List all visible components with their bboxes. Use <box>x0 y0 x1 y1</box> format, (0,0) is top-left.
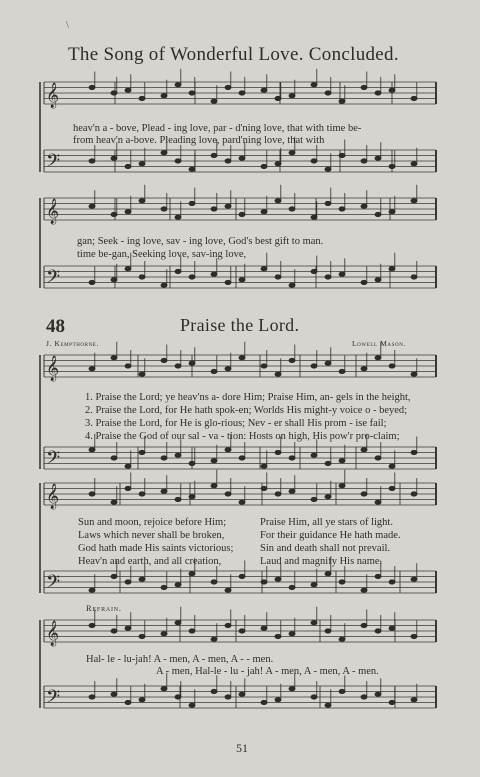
note-head <box>261 464 267 468</box>
note-head <box>161 456 167 460</box>
note-head <box>125 580 131 584</box>
note-head <box>239 356 245 360</box>
note-head <box>125 164 131 168</box>
verse-line: For their guidance He hath made. <box>260 530 401 541</box>
note-head <box>261 486 267 490</box>
note-head <box>161 632 167 636</box>
lyric-line: gan; Seek - ing love, sav - ing love, God's best gift to man. <box>77 236 324 247</box>
verse-line: Praise Him, all ye stars of light. <box>260 517 393 528</box>
note-head <box>361 623 367 627</box>
note-head <box>225 367 231 371</box>
note-head <box>111 156 117 160</box>
note-head <box>225 204 231 208</box>
verse-line: 2. Praise the Lord, for He hath spok-en; Worlds His might-y voice o - beyed; <box>85 405 408 416</box>
note-head <box>311 364 317 368</box>
note-head <box>339 153 345 157</box>
note-head <box>289 283 295 287</box>
note-head <box>325 629 331 633</box>
note-head <box>261 626 267 630</box>
note-head <box>211 207 217 211</box>
note-head <box>361 492 367 496</box>
note-head <box>275 275 281 279</box>
note-head <box>89 367 95 371</box>
lyric-line: heav'n a - bove, Plead - ing love, par - d'ning love, that with time be- <box>73 123 362 134</box>
hymn-number: 48 <box>46 316 65 337</box>
note-head <box>175 215 181 219</box>
treble-clef-icon: 𝄞 <box>46 199 60 224</box>
note-head <box>211 153 217 157</box>
note-head <box>189 167 195 171</box>
note-head <box>339 99 345 103</box>
note-head <box>289 687 295 691</box>
note-head <box>275 577 281 581</box>
note-head <box>111 692 117 696</box>
note-head <box>189 361 195 365</box>
note-head <box>125 464 131 468</box>
note-head <box>411 162 417 166</box>
note-head <box>239 91 245 95</box>
bass-clef-icon: 𝄢 <box>46 572 61 597</box>
note-head <box>225 280 231 284</box>
note-head <box>261 580 267 584</box>
note-head <box>289 151 295 155</box>
note-head <box>125 626 131 630</box>
note-head <box>261 210 267 214</box>
verse-line: Sun and moon, rejoice before Him; <box>78 517 227 528</box>
note-head <box>211 369 217 373</box>
lyric-line: time be-gan, Seeking love, sav-ing love, <box>77 249 247 260</box>
note-head <box>289 585 295 589</box>
note-head <box>175 159 181 163</box>
note-head <box>411 275 417 279</box>
note-head <box>139 492 145 496</box>
note-head <box>289 489 295 493</box>
note-head <box>325 167 331 171</box>
note-head <box>311 695 317 699</box>
note-head <box>389 267 395 271</box>
note-head <box>189 461 195 465</box>
note-head <box>325 275 331 279</box>
author-credit: J. Kempthorne. <box>46 339 99 348</box>
note-head <box>125 88 131 92</box>
note-head <box>161 207 167 211</box>
note-head <box>325 91 331 95</box>
note-head <box>289 207 295 211</box>
note-head <box>139 450 145 454</box>
note-head <box>89 85 95 89</box>
note-head <box>89 204 95 208</box>
note-head <box>89 448 95 452</box>
note-head <box>111 212 117 216</box>
note-head <box>211 459 217 463</box>
note-head <box>375 91 381 95</box>
note-head <box>261 700 267 704</box>
note-head <box>111 629 117 633</box>
note-head <box>139 162 145 166</box>
note-head <box>261 267 267 271</box>
note-head <box>89 588 95 592</box>
note-head <box>339 272 345 276</box>
note-head <box>225 623 231 627</box>
note-head <box>411 450 417 454</box>
note-head <box>125 210 131 214</box>
note-head <box>161 94 167 98</box>
note-head <box>389 164 395 168</box>
note-head <box>89 695 95 699</box>
note-head <box>325 201 331 205</box>
note-head <box>361 280 367 284</box>
note-head <box>225 492 231 496</box>
note-head <box>325 361 331 365</box>
treble-clef-icon: 𝄞 <box>46 356 60 381</box>
note-head <box>111 574 117 578</box>
note-head <box>389 486 395 490</box>
note-head <box>125 700 131 704</box>
treble-clef-icon: 𝄞 <box>46 621 60 646</box>
note-head <box>411 698 417 702</box>
note-head <box>125 364 131 368</box>
note-head <box>339 484 345 488</box>
note-head <box>311 497 317 501</box>
note-head <box>175 695 181 699</box>
note-head <box>325 703 331 707</box>
note-head <box>275 199 281 203</box>
note-head <box>89 623 95 627</box>
note-head <box>311 215 317 219</box>
note-head <box>361 367 367 371</box>
note-head <box>275 372 281 376</box>
note-head <box>139 698 145 702</box>
note-head <box>225 448 231 452</box>
hymn-title: Praise the Lord. <box>180 315 300 335</box>
note-head <box>175 583 181 587</box>
note-head <box>339 637 345 641</box>
verse-line: Heav'n and earth, and all creation, <box>78 556 222 567</box>
note-head <box>375 456 381 460</box>
note-head <box>225 159 231 163</box>
note-head <box>361 159 367 163</box>
note-head <box>375 356 381 360</box>
note-head <box>339 459 345 463</box>
note-head <box>239 574 245 578</box>
treble-clef-icon: 𝄞 <box>46 83 60 108</box>
note-head <box>239 156 245 160</box>
note-head <box>239 212 245 216</box>
bass-clef-icon: 𝄢 <box>46 448 61 473</box>
note-head <box>211 484 217 488</box>
note-head <box>411 96 417 100</box>
note-head <box>239 692 245 696</box>
note-head <box>175 621 181 625</box>
note-head <box>211 99 217 103</box>
note-head <box>189 91 195 95</box>
note-head <box>411 372 417 376</box>
note-head <box>411 634 417 638</box>
note-head <box>189 572 195 576</box>
bass-clef-icon: 𝄢 <box>46 687 61 712</box>
refrain-lyric: Hal- le - lu-jah! A - men, A - men, A - - men. <box>86 654 274 665</box>
note-head <box>389 700 395 704</box>
page-mark: \ <box>66 20 69 31</box>
note-head <box>161 585 167 589</box>
note-head <box>389 88 395 92</box>
bass-clef-icon: 𝄢 <box>46 267 61 292</box>
note-head <box>325 495 331 499</box>
note-head <box>275 634 281 638</box>
note-head <box>189 629 195 633</box>
composer-credit: Lowell Mason. <box>352 339 406 348</box>
note-head <box>375 212 381 216</box>
note-head <box>139 199 145 203</box>
note-head <box>175 269 181 273</box>
note-head <box>375 574 381 578</box>
note-head <box>111 356 117 360</box>
note-head <box>175 453 181 457</box>
note-head <box>411 577 417 581</box>
refrain-lyric: A - men, Hal-le - lu - jah! A - men, A - men, A - men. <box>156 666 379 677</box>
note-head <box>275 698 281 702</box>
note-head <box>325 572 331 576</box>
note-head <box>311 159 317 163</box>
note-head <box>139 275 145 279</box>
note-head <box>125 486 131 490</box>
verse-line: Laws which never shall be broken, <box>78 530 225 541</box>
note-head <box>161 687 167 691</box>
note-head <box>275 450 281 454</box>
note-head <box>275 96 281 100</box>
note-head <box>225 695 231 699</box>
note-head <box>389 580 395 584</box>
note-head <box>111 278 117 282</box>
note-head <box>339 689 345 693</box>
song-title-continued: The Song of Wonderful Love. Concluded. <box>68 44 399 65</box>
note-head <box>139 372 145 376</box>
treble-clef-icon: 𝄞 <box>46 484 60 509</box>
note-head <box>361 448 367 452</box>
note-head <box>139 577 145 581</box>
note-head <box>225 588 231 592</box>
note-head <box>239 629 245 633</box>
note-head <box>311 583 317 587</box>
note-head <box>361 695 367 699</box>
note-head <box>261 88 267 92</box>
note-head <box>389 626 395 630</box>
verse-line: God hath made His saints victorious; <box>78 543 234 554</box>
note-head <box>411 199 417 203</box>
note-head <box>161 283 167 287</box>
note-head <box>139 96 145 100</box>
note-head <box>289 94 295 98</box>
note-head <box>89 280 95 284</box>
note-head <box>139 634 145 638</box>
note-head <box>161 489 167 493</box>
note-head <box>375 278 381 282</box>
note-head <box>211 689 217 693</box>
note-head <box>289 632 295 636</box>
note-head <box>111 91 117 95</box>
note-head <box>275 162 281 166</box>
note-head <box>361 85 367 89</box>
note-head <box>375 156 381 160</box>
note-head <box>211 637 217 641</box>
page-number: 51 <box>236 741 248 755</box>
note-head <box>311 83 317 87</box>
note-head <box>361 588 367 592</box>
note-head <box>339 580 345 584</box>
note-head <box>375 500 381 504</box>
note-head <box>225 85 231 89</box>
note-head <box>275 492 281 496</box>
note-head <box>289 358 295 362</box>
note-head <box>411 492 417 496</box>
note-head <box>239 456 245 460</box>
note-head <box>175 497 181 501</box>
bass-clef-icon: 𝄢 <box>46 151 61 176</box>
verse-line: 4. Praise the God of our sal - va - tion: Hosts on high, His pow'r pro-claim; <box>85 431 400 442</box>
verse-line: 3. Praise the Lord, for He is glo-rious; Nev - er shall His prom - ise fail; <box>85 418 387 429</box>
note-head <box>389 464 395 468</box>
note-head <box>189 495 195 499</box>
note-head <box>311 269 317 273</box>
note-head <box>89 159 95 163</box>
note-head <box>375 692 381 696</box>
refrain-label: Refrain. <box>86 603 122 613</box>
note-head <box>261 164 267 168</box>
note-head <box>339 369 345 373</box>
note-head <box>325 461 331 465</box>
verse-line: Laud and magnify His name. <box>260 556 383 567</box>
note-head <box>339 207 345 211</box>
note-head <box>239 278 245 282</box>
note-head <box>311 621 317 625</box>
note-head <box>161 151 167 155</box>
note-head <box>189 703 195 707</box>
verse-line: Sin and death shall not prevail. <box>260 543 391 554</box>
note-head <box>261 364 267 368</box>
note-head <box>289 456 295 460</box>
note-head <box>211 272 217 276</box>
note-head <box>189 201 195 205</box>
note-head <box>389 364 395 368</box>
note-head <box>125 267 131 271</box>
note-head <box>111 456 117 460</box>
note-head <box>239 500 245 504</box>
note-head <box>361 204 367 208</box>
note-head <box>111 500 117 504</box>
note-head <box>175 83 181 87</box>
lyric-line: from heav'n a-bove. Pleading love, pard'ning love, that with <box>73 135 325 146</box>
verse-line: 1. Praise the Lord; ye heav'ns a- dore Him; Praise Him, an- gels in the height, <box>85 392 411 403</box>
note-head <box>389 210 395 214</box>
note-head <box>175 364 181 368</box>
note-head <box>89 492 95 496</box>
note-head <box>161 358 167 362</box>
note-head <box>211 580 217 584</box>
note-head <box>311 453 317 457</box>
note-head <box>375 629 381 633</box>
note-head <box>189 275 195 279</box>
